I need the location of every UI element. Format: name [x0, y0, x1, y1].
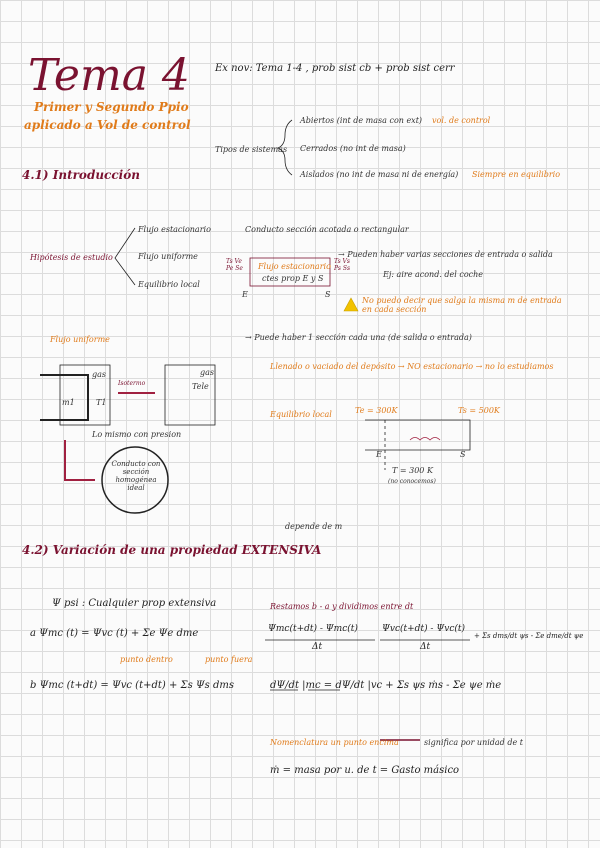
hypothesis-label: Hipótesis de estudio: [30, 253, 113, 262]
nomenclature-tail: significa por unidad de t: [424, 738, 523, 747]
section-4-2-heading: 4.2) Variación de una propiedad EXTENSIVA: [22, 543, 322, 557]
punto-fuera: punto fuera: [205, 655, 253, 664]
section-4-1-heading: 4.1) Introducción: [22, 168, 140, 182]
mismo-presion: Lo mismo con presion: [92, 430, 182, 439]
t1-label: T1: [96, 398, 107, 407]
estacionario-line: Llenado o vaciado del depósito → NO estacionario → no lo estudiamos: [270, 362, 554, 371]
fraction-tail: + Σs dms/dt ψs - Σe dme/dt ψe: [474, 632, 584, 640]
nomenclature: Nomenclatura un punto encima: [270, 738, 399, 747]
fraction-2-den: Δt: [420, 642, 431, 652]
circle-note: Conducto con sección homogénea ideal: [111, 460, 161, 492]
systems-abiertos-note: vol. de control: [432, 116, 491, 125]
depende-note: depende de m: [285, 522, 343, 531]
systems-label: Tipos de sistemas: [215, 145, 288, 154]
t-300-note: (no conocemos): [388, 478, 436, 485]
systems-aislados: Aislados (no int de masa ni de energía): [300, 170, 459, 179]
punto-dentro: punto dentro: [120, 655, 173, 664]
systems-abiertos: Abiertos (int de masa con ext): [300, 116, 423, 125]
fraction-2-num: Ψvc(t+dt) - Ψvc(t): [382, 624, 465, 634]
psi-definition: Ψ psi : Cualquier prop extensiva: [52, 598, 217, 609]
derivative-equation: dΨ/dt |mc = dΨ/dt |vc + Σs ψs ṁs - Σe ψe ṁe: [270, 680, 502, 691]
outlet-s: S: [325, 290, 331, 299]
restamos-note: Restamos b - a y dividimos entre dt: [270, 602, 414, 611]
s-label: S: [460, 450, 466, 459]
subtitle-2: aplicado a Vol de control: [24, 118, 191, 132]
sections-example: Ej: aire acond. del coche: [383, 270, 484, 279]
warning-note: No puedo decir que salga la misma m de entrada en cada sección: [362, 296, 562, 314]
inlet-labels: Ts Ve Pe Se: [226, 258, 243, 272]
equation-b: b Ψmc (t+dt) = Ψvc (t+dt) + Σs Ψs dms: [30, 680, 234, 691]
e-label: E: [376, 450, 382, 459]
isotermo-label: Isotermo: [118, 380, 146, 387]
systems-cerrados: Cerrados (no int de masa): [300, 144, 406, 153]
warning-icon: [344, 298, 358, 311]
hypothesis-3: Equilibrio local: [138, 280, 200, 289]
systems-aislados-note: Siempre en equilibrio: [472, 170, 561, 179]
box-line-1: Flujo estacionario: [258, 262, 331, 271]
m1-label: m1: [62, 398, 75, 407]
fraction-1-num: Ψmc(t+dt) - Ψmc(t): [268, 624, 358, 634]
fraction-1-den: Δt: [312, 642, 323, 652]
gas-label-2: gas: [200, 368, 214, 377]
hypothesis-2: Flujo uniforme: [138, 252, 198, 261]
inlet-e: E: [242, 290, 248, 299]
ts-label: Ts = 500K: [458, 406, 500, 415]
uniforme-label: Flujo uniforme: [50, 335, 110, 344]
box-line-2: ctes prop E y S: [262, 274, 324, 283]
tele-label: Tele: [192, 382, 209, 391]
exam-note: Ex nov: Tema 1-4 , prob sist cb + prob sist cerr: [215, 63, 455, 74]
hypothesis-1: Flujo estacionario: [138, 225, 211, 234]
t-300-label: T = 300 K: [392, 466, 433, 475]
page-title: Tema 4: [28, 50, 190, 101]
equation-a: a Ψmc (t) = Ψvc (t) + Σe Ψe dme: [30, 628, 199, 639]
outlet-labels: Ts Vs Ps Ss: [334, 258, 351, 272]
te-label: Te = 300K: [355, 406, 398, 415]
sections-note: → Pueden haber varias secciones de entrada o salida: [338, 250, 553, 259]
gas-label-1: gas: [92, 370, 106, 379]
equilibrio-label: Equilibrio local: [270, 410, 332, 419]
mass-flow-definition: ṁ = masa por u. de t = Gasto másico: [270, 765, 460, 776]
conducto-note: Conducto sección acotada o rectangular: [245, 225, 409, 234]
uniforme-note: → Puede haber 1 sección cada una (de salida o entrada): [245, 333, 472, 342]
subtitle-1: Primer y Segundo Ppio: [34, 100, 189, 114]
